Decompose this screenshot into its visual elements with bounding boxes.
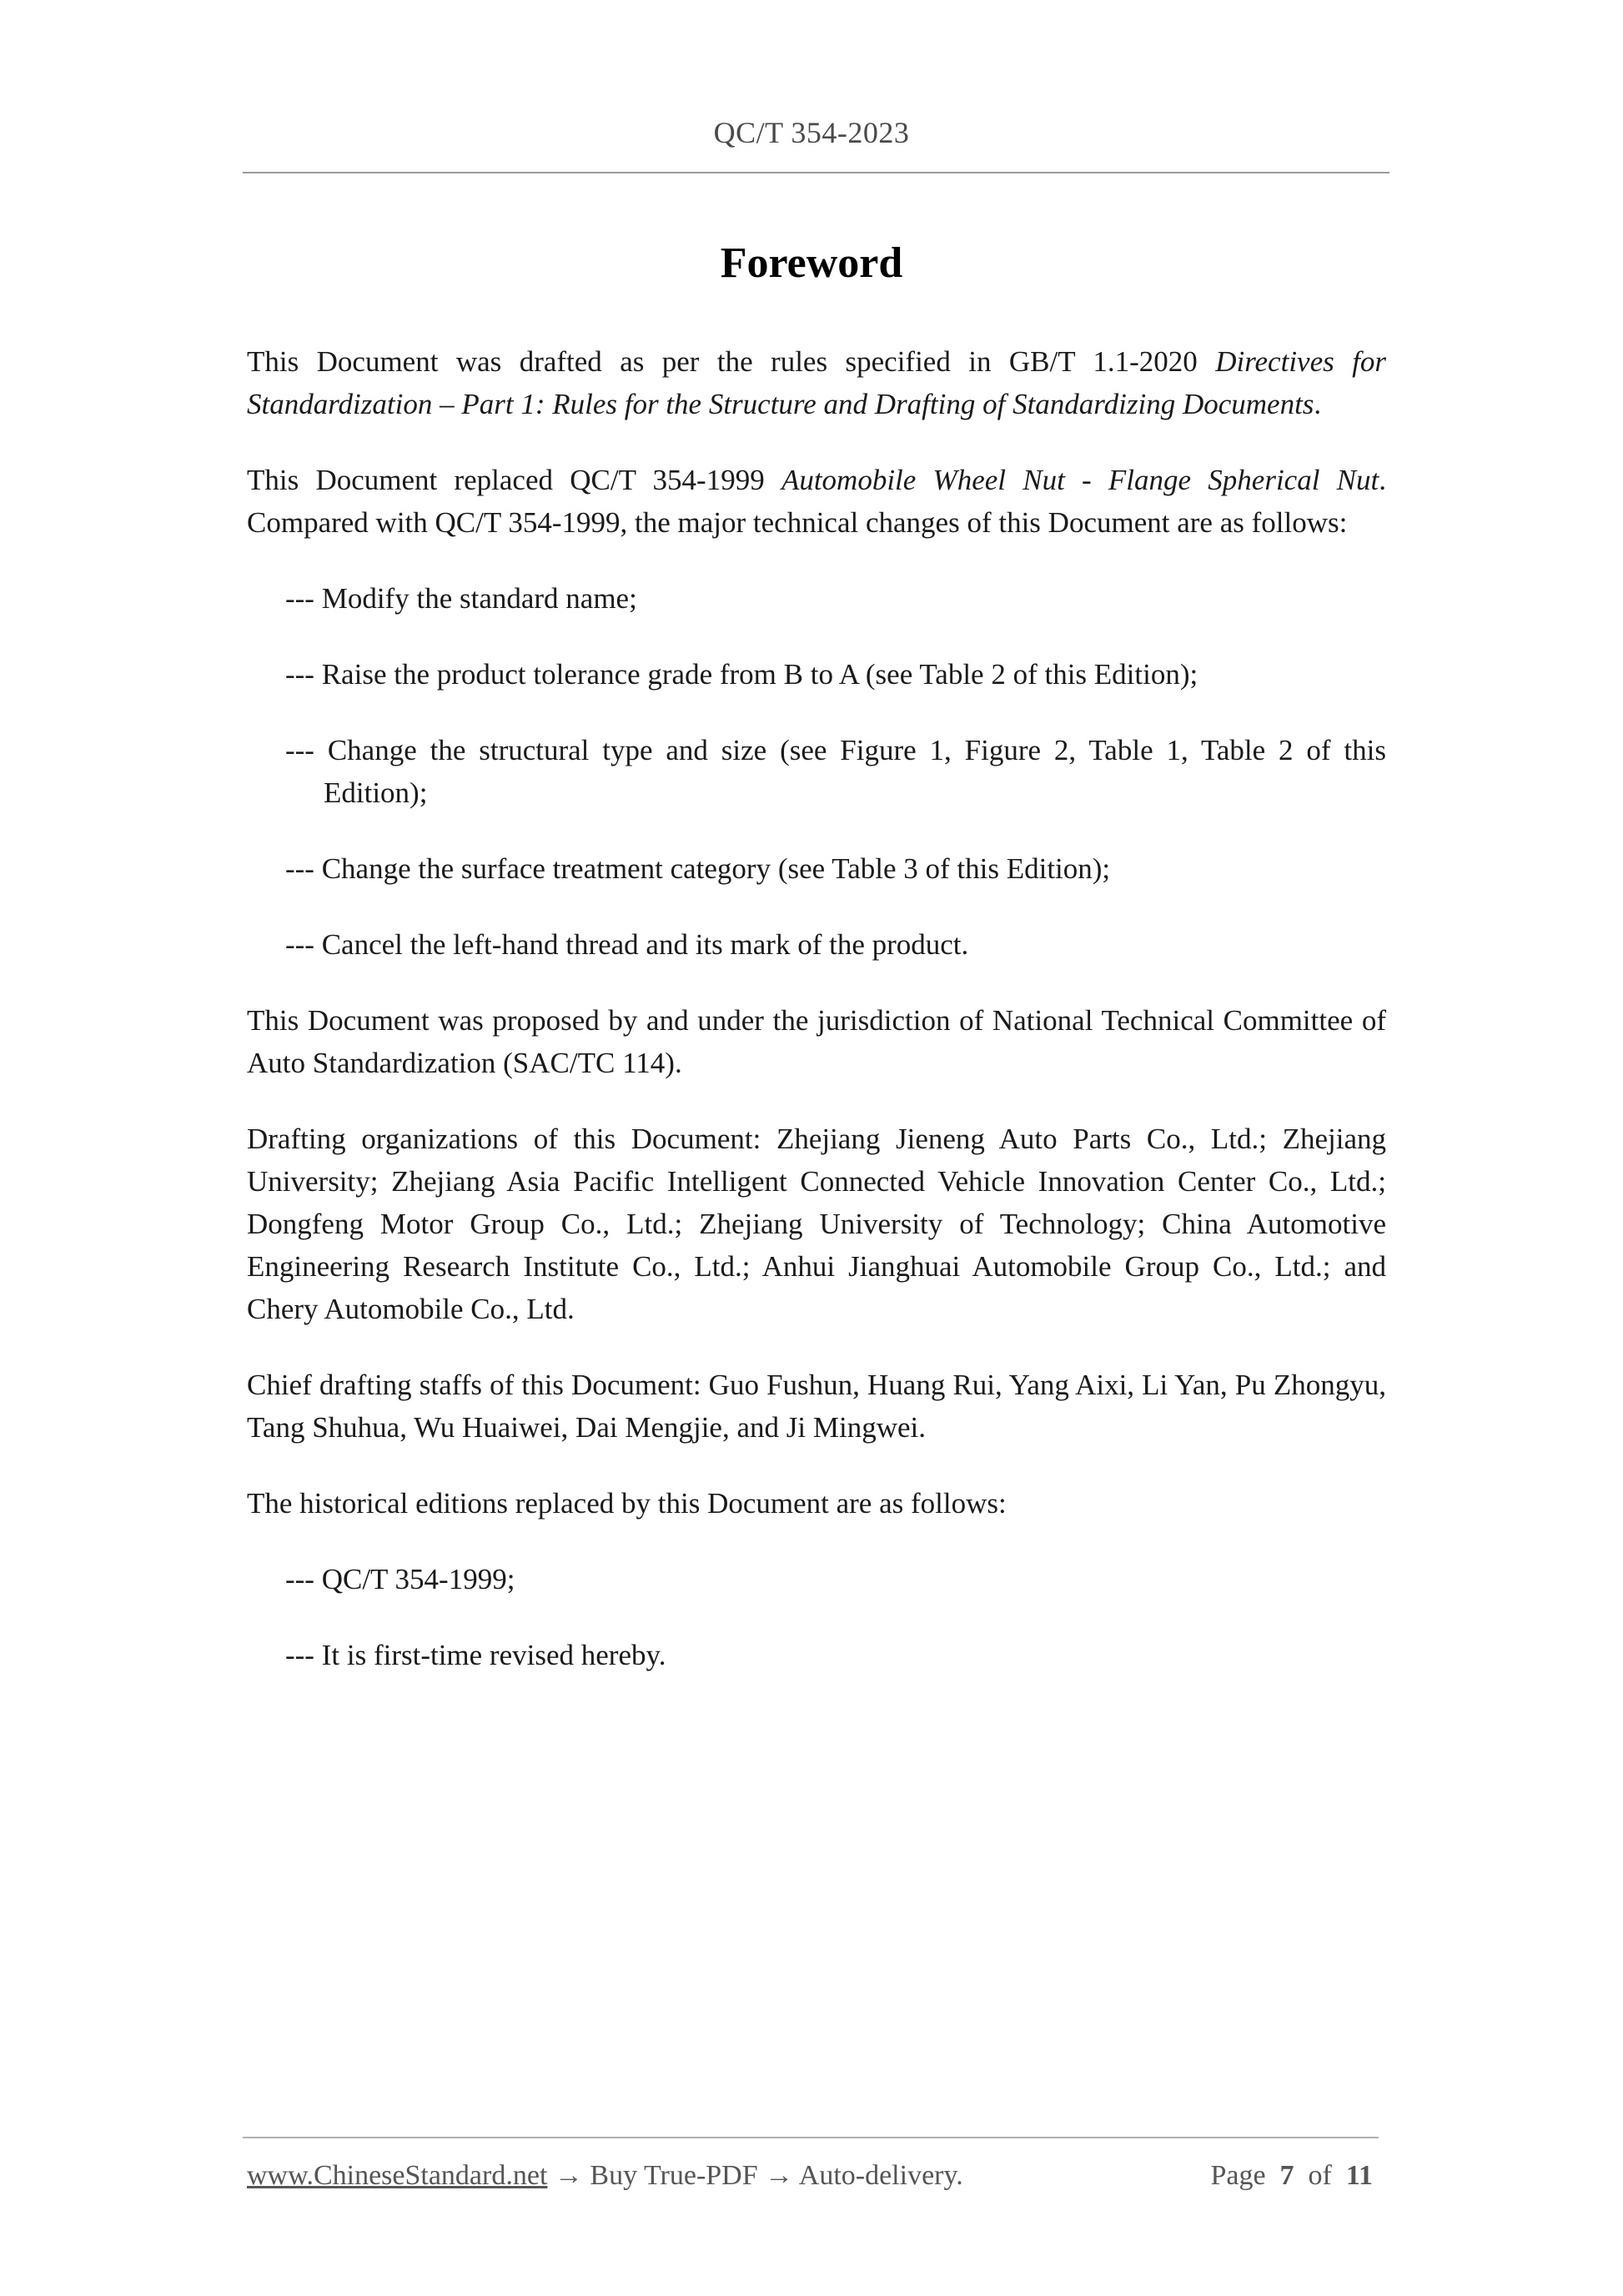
page-number <box>1210 2160 1373 2192</box>
paragraph-drafting-rules <box>247 340 1386 425</box>
page-title: Foreword <box>720 239 903 287</box>
replaced-standard-title: Automobile Wheel Nut - Flange Spherical Nut <box>781 464 1379 496</box>
change-item: --- Change the surface treatment category (see Table 3 of this Edition); <box>285 852 1111 885</box>
drafting-rules-title: Directives for Standardization – Part 1: Rules for the Structure and Drafting of Standardizing Documents <box>247 345 1386 420</box>
footer-tagline: → Buy True-PDF → Auto-delivery. <box>547 2160 963 2191</box>
change-item: --- Change the structural type and size (see Figure 1, Figure 2, Table 1, Table 2 of this Edition); <box>285 734 1386 809</box>
page-of: of <box>1308 2160 1332 2191</box>
page-total: 11 <box>1345 2160 1373 2191</box>
drafting-rules-end: . <box>1314 388 1322 420</box>
drafting-rules-text: This Document was drafted as per the rules specified in GB/T 1.1-2020 <box>247 345 1216 378</box>
edition-item: --- It is first-time revised hereby. <box>285 1639 666 1671</box>
edition-item: --- QC/T 354-1999; <box>285 1563 515 1595</box>
replacement-text-end: . Compared with QC/T 354-1999, the major technical changes of this Document are as follows: <box>247 464 1386 539</box>
foreword-body <box>247 340 1386 1710</box>
paragraph-drafting-organizations: Drafting organizations of this Document: Zhejiang Jieneng Auto Parts Co., Ltd.; Zhejiang University; Zhejiang Asia Pacific Intelligent Connected Vehicle Innovation Center Co., Ltd.; Dongfeng Motor Group Co., Ltd.; Zhejiang University of Technology; China Automotive Engineering Research Institute Co., Ltd.; Anhui Jianghuai Automobile Group Co., Ltd.; and Chery Automobile Co., Ltd. <box>247 1123 1386 1325</box>
change-item: --- Raise the product tolerance grade from B to A (see Table 2 of this Edition); <box>285 658 1198 691</box>
page-current: 7 <box>1279 2160 1294 2191</box>
change-item: --- Modify the standard name; <box>285 582 637 615</box>
change-item: --- Cancel the left-hand thread and its mark of the product. <box>285 928 969 961</box>
website-link[interactable]: www.ChineseStandard.net <box>247 2160 548 2191</box>
page-label: Page <box>1210 2160 1266 2191</box>
replacement-text: This Document replaced QC/T 354-1999 <box>247 464 781 496</box>
paragraph-drafting-staffs: Chief drafting staffs of this Document: Guo Fushun, Huang Rui, Yang Aixi, Li Yan, Pu Zhongyu, Tang Shuhua, Wu Huaiwei, Dai Mengjie, and Ji Mingwei. <box>247 1369 1386 1444</box>
paragraph-replacement <box>247 459 1386 544</box>
footer-divider <box>243 2137 1379 2138</box>
paragraph-historical-editions: The historical editions replaced by this Document are as follows: <box>247 1487 1007 1520</box>
header-divider <box>243 172 1389 173</box>
paragraph-jurisdiction: This Document was proposed by and under the jurisdiction of National Technical Committee of Auto Standardization (SAC/TC 114). <box>247 1004 1386 1079</box>
document-code-header: QC/T 354-2023 <box>713 116 910 149</box>
footer-promo <box>247 2160 963 2192</box>
